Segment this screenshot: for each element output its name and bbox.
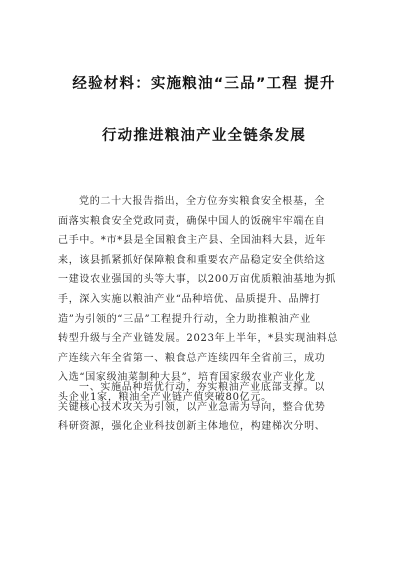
text-line: 一建设农业强国的头等大事，以200万亩优质粮油基地为抓 — [58, 274, 336, 286]
text-line: 转型升级与全产业链发展。2023年上半年，*县实现油料总 — [58, 333, 339, 345]
text-line: 造”为引领的“三品”工程提升行动，全力助推粮油产业 — [58, 313, 311, 325]
text-line: 党的二十大报告指出，全方位夯实粮食安全根基，全 — [79, 196, 326, 207]
text-line: 入选“国家级油菜制种大县”，培育国家级农业产业化龙 — [58, 372, 316, 384]
text-line: 手，深入实施以粮油产业“品种培优、品质提升、品牌打 — [58, 293, 321, 305]
document-title-line-2: 行动推进粮油产业全链条发展 — [101, 128, 307, 144]
text-line: 科研资源，强化企业科技创新主体地位，构建梯次分明、 — [58, 421, 326, 433]
text-line: 己手中。*市*县是全国粮食主产县、全国油料大县，近年 — [58, 235, 327, 247]
text-line: 关键核心技术攻关为引领，以产业急需为导向，整合优势 — [58, 401, 326, 413]
paragraph-section-one — [58, 378, 358, 437]
paragraph-intro — [58, 192, 358, 408]
text-line: 面落实粮食安全党政同责，确保中国人的饭碗牢牢端在自 — [58, 215, 326, 227]
document-title-line-1: 经验材料：实施粮油“三品”工程 提升 — [72, 76, 336, 92]
text-line: 来，该县抓紧抓好保障粮食和重要农产品稳定安全供给这 — [58, 254, 326, 266]
text-line: 头企业1家，粮油全产业链产值突破80亿元。 — [58, 391, 272, 403]
text-line: 一、实施品种培优行动，夯实粮油产业底部支撑。以 — [79, 382, 326, 393]
text-line: 产连续六年全省第一、粮食总产连续四年全省前三，成功 — [58, 352, 326, 364]
